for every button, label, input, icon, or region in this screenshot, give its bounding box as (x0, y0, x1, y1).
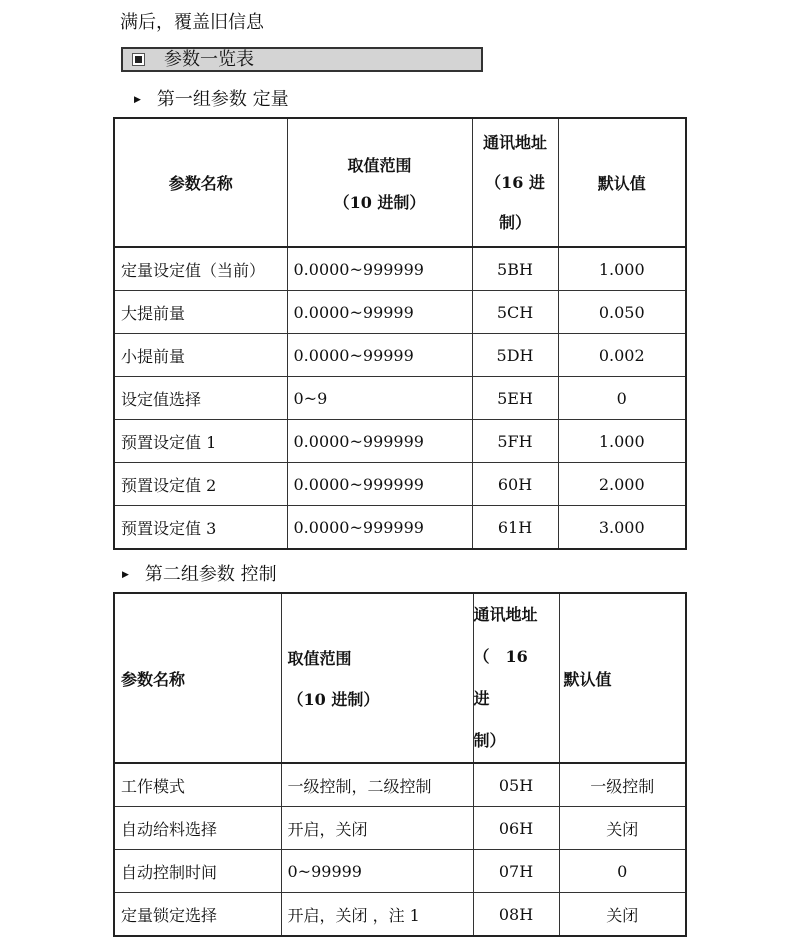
cell-addr: 5CH (472, 291, 558, 334)
cell-range: 0.0000~999999 (287, 247, 472, 291)
header-range (281, 593, 473, 763)
table-row (114, 247, 686, 291)
cell-range: 0.0000~99999 (287, 334, 472, 377)
group1-title: 第一组参数 定量 (156, 89, 289, 110)
table-header-row (114, 593, 686, 763)
header-addr-l2: （ 16 进 (473, 647, 544, 708)
table-row (114, 463, 686, 506)
cell-name: 大提前量 (114, 291, 287, 334)
cell-addr: 61H (472, 506, 558, 550)
header-range-l2: （10 进制） (287, 690, 380, 709)
table-row (114, 420, 686, 463)
cell-range: 0.0000~999999 (287, 420, 472, 463)
group1-heading (134, 85, 289, 111)
cell-default: 0.002 (558, 334, 686, 377)
header-addr-l3: 制） (473, 731, 506, 750)
cell-default: 3.000 (558, 506, 686, 550)
table-row (114, 334, 686, 377)
cell-name: 定量设定值（当前） (114, 247, 287, 291)
table-row (114, 291, 686, 334)
cell-default: 一级控制 (559, 763, 686, 807)
cell-addr: 5EH (472, 377, 558, 420)
section-heading (121, 47, 483, 72)
cell-addr: 5DH (472, 334, 558, 377)
cell-range: 一级控制，二级控制 (281, 763, 473, 807)
cell-range: 0~99999 (281, 850, 473, 893)
header-addr (473, 593, 559, 763)
cell-addr: 60H (472, 463, 558, 506)
cell-range: 0~9 (287, 377, 472, 420)
cell-default: 0 (559, 850, 686, 893)
cell-name: 预置设定值 3 (114, 506, 287, 550)
cell-addr: 5BH (472, 247, 558, 291)
cell-name: 预置设定值 2 (114, 463, 287, 506)
header-default: 默认值 (559, 593, 686, 763)
header-addr-l1: 通讯地址 (473, 605, 538, 624)
header-addr-l1: 通讯地址 (482, 132, 547, 152)
table-header-row (114, 118, 686, 247)
triangle-bullet-icon: ▶ (122, 570, 129, 580)
header-range-l1: 取值范围 (287, 649, 352, 668)
table-row (114, 763, 686, 807)
cell-addr: 06H (473, 807, 559, 850)
table-row (114, 377, 686, 420)
cell-range: 开启，关闭 ，注 1 (281, 893, 473, 937)
header-addr-l2: （16 进 (485, 172, 545, 192)
cell-name: 工作模式 (114, 763, 281, 807)
cell-name: 自动控制时间 (114, 850, 281, 893)
header-range-l2: （10 进制） (333, 192, 426, 212)
cell-name: 小提前量 (114, 334, 287, 377)
header-default: 默认值 (558, 118, 686, 247)
table-row (114, 893, 686, 937)
group2-heading (122, 560, 277, 586)
cell-default: 1.000 (558, 420, 686, 463)
table-row (114, 807, 686, 850)
header-range-l1: 取值范围 (347, 155, 412, 175)
cell-default: 2.000 (558, 463, 686, 506)
cell-range: 0.0000~99999 (287, 291, 472, 334)
cell-range: 0.0000~999999 (287, 463, 472, 506)
header-range (287, 118, 472, 247)
cell-addr: 05H (473, 763, 559, 807)
group1-table (113, 117, 687, 550)
header-name: 参数名称 (114, 593, 281, 763)
cell-range: 开启，关闭 (281, 807, 473, 850)
cell-default: 1.000 (558, 247, 686, 291)
cell-default: 关闭 (559, 807, 686, 850)
group2-table (113, 592, 687, 937)
section-title: 参数一览表 (164, 49, 254, 70)
group2-title: 第二组参数 控制 (144, 564, 277, 585)
cell-addr: 07H (473, 850, 559, 893)
intro-text: 满后，覆盖旧信息 (120, 12, 264, 33)
header-name: 参数名称 (114, 118, 287, 247)
header-addr (472, 118, 558, 247)
header-addr-l3: 制） (498, 212, 531, 232)
table-row (114, 506, 686, 550)
cell-default: 关闭 (559, 893, 686, 937)
cell-default: 0.050 (558, 291, 686, 334)
cell-name: 设定值选择 (114, 377, 287, 420)
cell-addr: 08H (473, 893, 559, 937)
cell-range: 0.0000~999999 (287, 506, 472, 550)
cell-name: 定量锁定选择 (114, 893, 281, 937)
cell-default: 0 (558, 377, 686, 420)
cell-addr: 5FH (472, 420, 558, 463)
cell-name: 预置设定值 1 (114, 420, 287, 463)
cell-name: 自动给料选择 (114, 807, 281, 850)
square-bullet-icon (133, 54, 144, 65)
triangle-bullet-icon: ▶ (134, 95, 141, 105)
table-row (114, 850, 686, 893)
